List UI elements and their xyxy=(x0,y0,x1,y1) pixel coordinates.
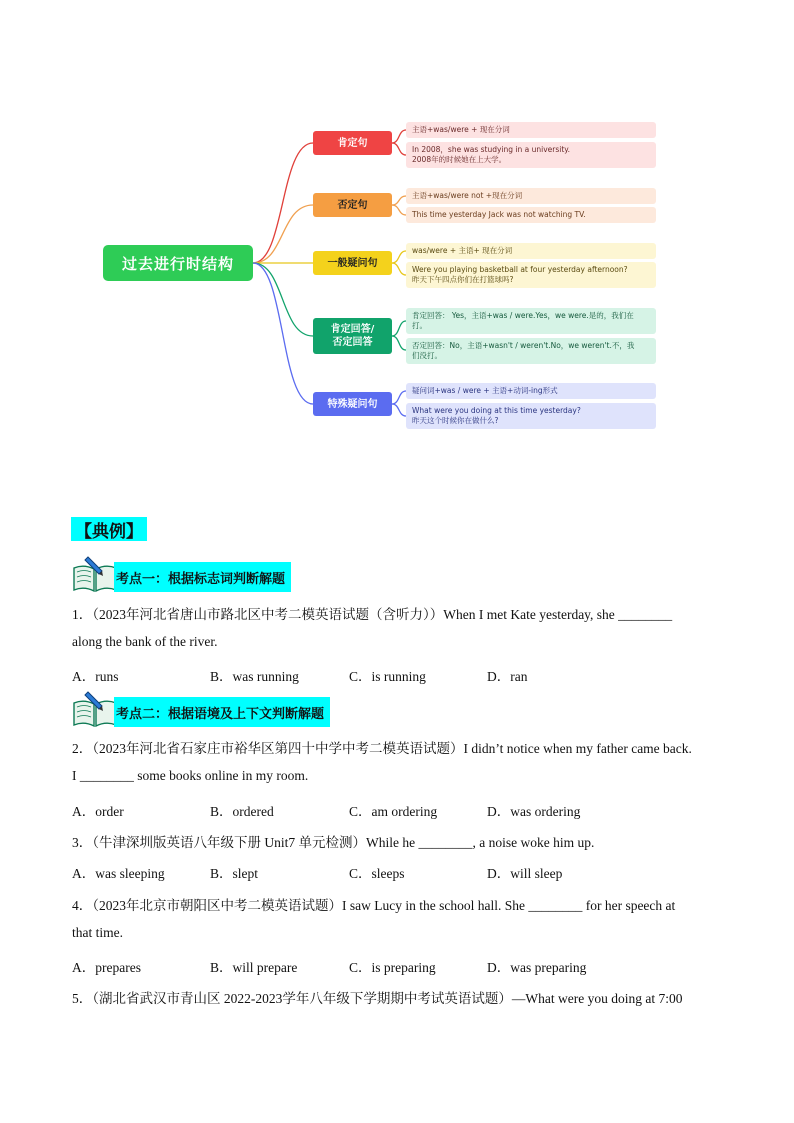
kaodian-1 xyxy=(72,554,291,592)
kaodian-2-label: 考点二：根据语境及上下文判断解题 xyxy=(114,697,330,727)
question-1-line-2: along the bank of the river. xyxy=(72,634,218,649)
mindmap-node-affirmative: 肯定句 xyxy=(313,131,392,155)
option-c[interactable]: C．am ordering xyxy=(349,804,438,819)
question-1-line-1: 1．（2023年河北省唐山市路北区中考二模英语试题（含听力））When I met Kate yesterday, she ________ xyxy=(72,607,673,622)
option-d[interactable]: D．was preparing xyxy=(487,960,587,975)
mindmap-leaf: 主语+was/were not +现在分词 xyxy=(406,188,656,204)
book-pen-icon xyxy=(72,689,118,727)
mindmap-leaf: 肯定回答： Yes，主语+was / were.Yes，we were.是的，我们在 打。 xyxy=(406,308,656,334)
option-a[interactable]: A．runs xyxy=(72,669,119,684)
kaodian-2 xyxy=(72,689,330,727)
mindmap-leaf: Were you playing basketball at four yesterday afternoon? 昨天下午四点你们在打篮球吗? xyxy=(406,262,656,288)
option-b[interactable]: B．ordered xyxy=(210,804,274,819)
option-b[interactable]: B．was running xyxy=(210,669,299,684)
mindmap-leaf: This time yesterday Jack was not watching TV. xyxy=(406,207,656,223)
mindmap-node-negative: 否定句 xyxy=(313,193,392,217)
question-2-line-2: I ________ some books online in my room. xyxy=(72,768,309,783)
mindmap-node-answers: 肯定回答/ 否定回答 xyxy=(313,318,392,354)
section-heading: 【典例】 xyxy=(71,517,147,541)
option-d[interactable]: D．was ordering xyxy=(487,804,581,819)
question-4-line-2: that time. xyxy=(72,925,123,940)
option-a[interactable]: A．was sleeping xyxy=(72,866,165,881)
option-b[interactable]: B．slept xyxy=(210,866,259,881)
mindmap-node-yesno-question: 一般疑问句 xyxy=(313,251,392,275)
option-d[interactable]: D．will sleep xyxy=(487,866,563,881)
option-c[interactable]: C．is running xyxy=(349,669,426,684)
question-5-line-1: 5．（湖北省武汉市青山区 2022-2023学年八年级下学期期中考试英语试题）—What were you doing at 7:00 xyxy=(72,991,683,1006)
question-2-line-1: 2．（2023年河北省石家庄市裕华区第四十中学中考二模英语试题）I didn’t notice when my father came back. xyxy=(72,741,692,756)
option-a[interactable]: A．prepares xyxy=(72,960,141,975)
option-c[interactable]: C．sleeps xyxy=(349,866,405,881)
mindmap-leaf: In 2008，she was studying in a university. 2008年的时候她在上大学。 xyxy=(406,142,656,168)
option-d[interactable]: D．ran xyxy=(487,669,528,684)
option-b[interactable]: B．will prepare xyxy=(210,960,298,975)
mindmap-leaf: 主语+was/were + 现在分词 xyxy=(406,122,656,138)
book-pen-icon xyxy=(72,554,118,592)
mindmap-leaf: What were you doing at this time yesterday? 昨天这个时候你在做什么? xyxy=(406,403,656,429)
question-3-line-1: 3．（牛津深圳版英语八年级下册 Unit7 单元检测）While he ________, a noise woke him up. xyxy=(72,835,595,850)
option-c[interactable]: C．is preparing xyxy=(349,960,436,975)
mindmap-leaf: 否定回答：No，主语+wasn't / weren't.No，we weren't.不，我 们没打。 xyxy=(406,338,656,364)
mindmap-leaf: was/were + 主语+ 现在分词 xyxy=(406,243,656,259)
question-4-line-1: 4．（2023年北京市朝阳区中考二模英语试题）I saw Lucy in the school hall. She ________ for her speech at xyxy=(72,898,676,913)
mindmap-connectors xyxy=(0,0,794,460)
mindmap-leaf: 疑问词+was / were + 主语+动词-ing形式 xyxy=(406,383,656,399)
kaodian-1-label: 考点一：根据标志词判断解题 xyxy=(114,562,291,592)
mindmap-node-wh-question: 特殊疑问句 xyxy=(313,392,392,416)
option-a[interactable]: A．order xyxy=(72,804,124,819)
mindmap-root: 过去进行时结构 xyxy=(103,245,253,281)
